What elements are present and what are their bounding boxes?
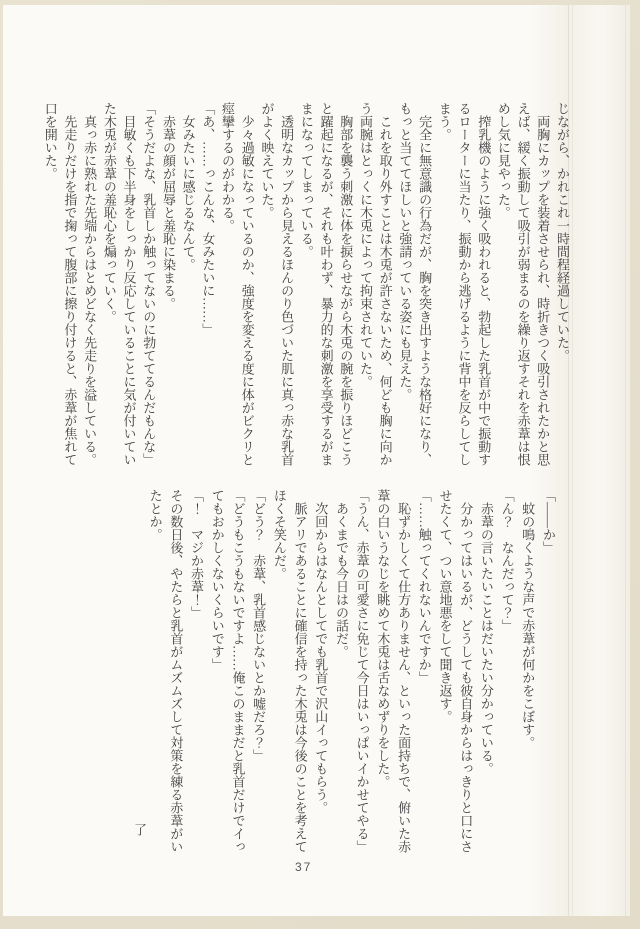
text-line: 搾乳機のように強く吸われると、勃起した乳首が中で振動す — [476, 115, 492, 466]
text-line: た木兎が赤葦の羞恥心を煽っていく。 — [101, 102, 117, 323]
text-line: あくまでも今日はの話だ。 — [333, 502, 349, 658]
text-line: もっと当ててほしいと強請っている姿にも見えた。 — [397, 102, 413, 401]
page-edge-line — [625, 5, 626, 916]
text-line: う両腕はとっくに木兎によって拘束されていた。 — [357, 102, 373, 388]
text-line: がよく映えていた。 — [259, 102, 275, 219]
text-line: 「そうだよな、乳首しか触ってないのに勃ててるんだもんな」 — [141, 102, 157, 466]
text-line: まになってしまっている。 — [298, 102, 314, 258]
text-line: 先走りだけを指で掬って腹部に擦り付けると、赤葦が焦れて — [62, 115, 78, 466]
text-line: 赤葦の顔が屈辱と羞恥に染まる。 — [160, 115, 176, 310]
page-number: 37 — [295, 860, 313, 874]
text-line: 「……触ってくれないんですか」 — [416, 489, 432, 684]
text-line: てもおかしくないくらいです」 — [209, 489, 225, 671]
text-line: 目敏くも下半身をしっかり反応していることに気が付いてい — [121, 115, 137, 466]
text-line: 「どう？ 赤葦、乳首感じないとか嘘だろ？」 — [251, 489, 267, 762]
text-line: 次回からはなんとしてでも乳首で沢山イってもらう。 — [313, 502, 329, 814]
text-line: 蚊の鳴くような声で赤葦が何かをこぼす。 — [520, 502, 536, 749]
page-gutter-line — [572, 5, 573, 916]
text-line: 口を開いた。 — [42, 102, 58, 180]
text-line: 赤葦の言いたいことはだいたい分かっている。 — [478, 502, 494, 775]
text-line: 真っ赤に熟れた先端からはとめどなく先走りを溢している。 — [82, 115, 98, 466]
text-line: 少々過敏になっているのか、強度を変える度に体がビクリと — [239, 115, 255, 466]
text-line: 恥ずかしくて仕方ありません、といった面持ちで、俯いた赤 — [396, 502, 412, 853]
text-line: たとか。 — [147, 489, 163, 541]
text-line: えば、緩く振動して吸引が弱まるのを繰り返すそれを赤葦は恨 — [515, 102, 531, 466]
text-line: その数日後、やたらと乳首がムズムズして対策を練る赤葦がい — [168, 489, 184, 853]
text-line: 痙攣するのがわかる。 — [220, 102, 236, 232]
text-line: せたくて、つい意地悪をして聞き返す。 — [437, 489, 453, 723]
text-block-scene-1 — [40, 102, 572, 470]
text-line: 透明なカップから見えるほんのり色づいた肌に真っ赤な乳首 — [279, 115, 295, 466]
text-line: 「あ、……っこんな、女みたいに……」 — [200, 102, 216, 336]
text-line: 分かってはいるが、どうしても彼自身からはっきりと口にさ — [458, 502, 474, 853]
text-line: まう。 — [436, 102, 452, 141]
text-line: 「――か」 — [541, 489, 556, 554]
text-line: 「うん、赤葦の可愛さに免じて今日はいっぱいイかせてやる」 — [354, 489, 370, 853]
text-line: 女みたいに感じるなんて。 — [180, 115, 196, 271]
text-line: 葦の白いうなじを眺めて木兎は舌なめずりをした。 — [375, 489, 391, 788]
text-line: と躍起になるが、それも叶わず、暴力的な刺激を享受するがま — [318, 102, 334, 466]
text-line: 脈アリであることに確信を持った木兎は今後のことを考えて — [292, 502, 308, 853]
text-line: ほくそ笑んだ。 — [271, 489, 287, 580]
story-end-mark: 了 — [132, 823, 147, 836]
text-line: 胸部を襲う刺激に体を捩らせながら木兎の腕を振りほどこう — [338, 115, 354, 466]
text-line: 「ん？ なんだって？」 — [499, 489, 515, 632]
text-line: 完全に無意識の行為だが、胸を突き出すような格好になり、 — [417, 115, 433, 466]
text-line: 両胸にカップを装着させられ、時折きつく吸引されたかと思 — [535, 115, 551, 466]
text-block-scene-2 — [144, 489, 558, 857]
text-line: 「どうもこうもないですよ……俺このままだと乳首だけでイっ — [230, 489, 246, 853]
text-line: るローターに当たり、振動から逃げるように背中を反らしてし — [456, 102, 472, 466]
text-line: じながら、かれこれ一時間程経過していた。 — [555, 102, 570, 362]
text-line: 「！ マジか赤葦！」 — [189, 489, 205, 619]
text-line: めし気に見やった。 — [495, 102, 511, 219]
text-line: これを取り外すことは木兎が許さないため、何ども胸に向か — [377, 115, 393, 466]
